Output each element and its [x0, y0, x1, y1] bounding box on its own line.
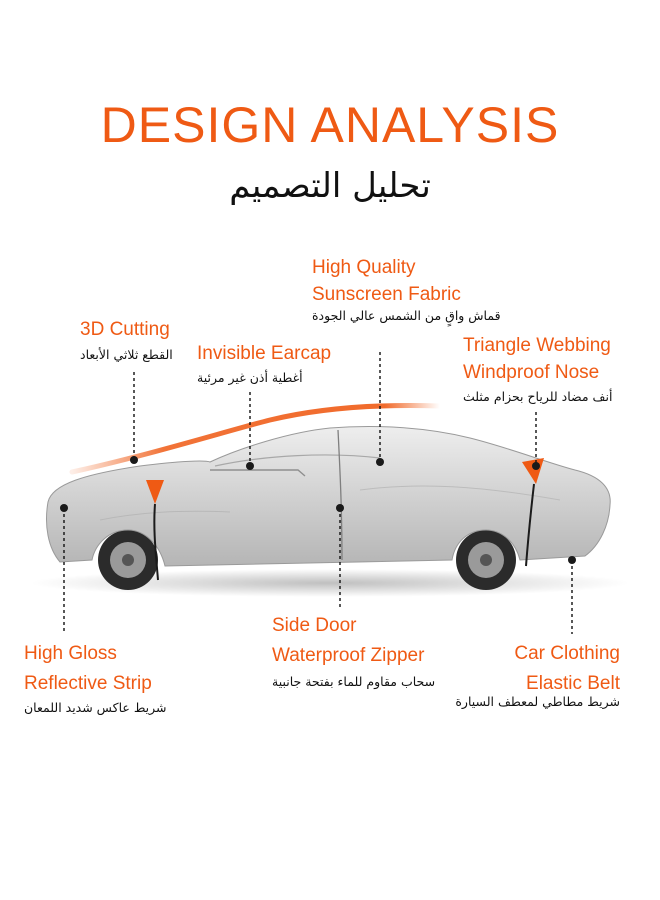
feature-cutting-title [80, 316, 170, 343]
feature-cutting-line1: 3D Cutting [80, 319, 170, 340]
feature-zipper-line1: Side Door [272, 615, 357, 636]
feature-earcap-title [197, 340, 331, 367]
feature-strip-arabic: شريط عاكس شديد اللمعان [24, 700, 167, 715]
feature-webbing-line1: Triangle Webbing [463, 335, 611, 356]
feature-strip-line2: Reflective Strip [24, 673, 152, 694]
feature-webbing-line2: Windproof Nose [463, 362, 600, 383]
rear-wheel [98, 530, 158, 590]
feature-earcap-arabic: أغطية أذن غير مرئية [197, 370, 303, 385]
callout-dot-cutting [130, 456, 138, 464]
feature-strip-title [24, 639, 152, 699]
feature-belt-arabic: شريط مطاطي لمعطف السيارة [455, 694, 620, 709]
feature-fabric-arabic: قماش واقٍ من الشمس عالي الجودة [312, 308, 501, 323]
feature-belt-line1: Car Clothing [514, 643, 620, 664]
callout-dot-belt [568, 556, 576, 564]
page-subtitle-arabic: تحليل التصميم [229, 166, 431, 206]
callout-dot-strip [60, 504, 68, 512]
callout-dot-webbing [532, 462, 540, 470]
page-title: DESIGN ANALYSIS [100, 97, 560, 153]
feature-fabric-line2: Sunscreen Fabric [312, 284, 461, 305]
feature-earcap-line1: Invisible Earcap [197, 343, 332, 364]
callout-dot-zipper [336, 504, 344, 512]
feature-zipper-title [272, 611, 424, 671]
feature-cutting-arabic: القطع ثلاثي الأبعاد [80, 347, 173, 362]
feature-belt-title [514, 639, 620, 699]
callout-dot-fabric [376, 458, 384, 466]
feature-webbing-arabic: أنف مضاد للرياح بحزام مثلث [463, 389, 613, 404]
feature-fabric-title [312, 254, 461, 308]
feature-belt-line2: Elastic Belt [526, 673, 620, 694]
feature-strip-line1: High Gloss [24, 643, 117, 664]
feature-zipper-arabic: سحاب مقاوم للماء بفتحة جانبية [272, 674, 436, 689]
feature-webbing-title [463, 332, 611, 386]
front-wheel [456, 530, 516, 590]
feature-zipper-line2: Waterproof Zipper [272, 645, 425, 666]
callout-dot-earcap [246, 462, 254, 470]
feature-fabric-line1: High Quality [312, 257, 416, 278]
